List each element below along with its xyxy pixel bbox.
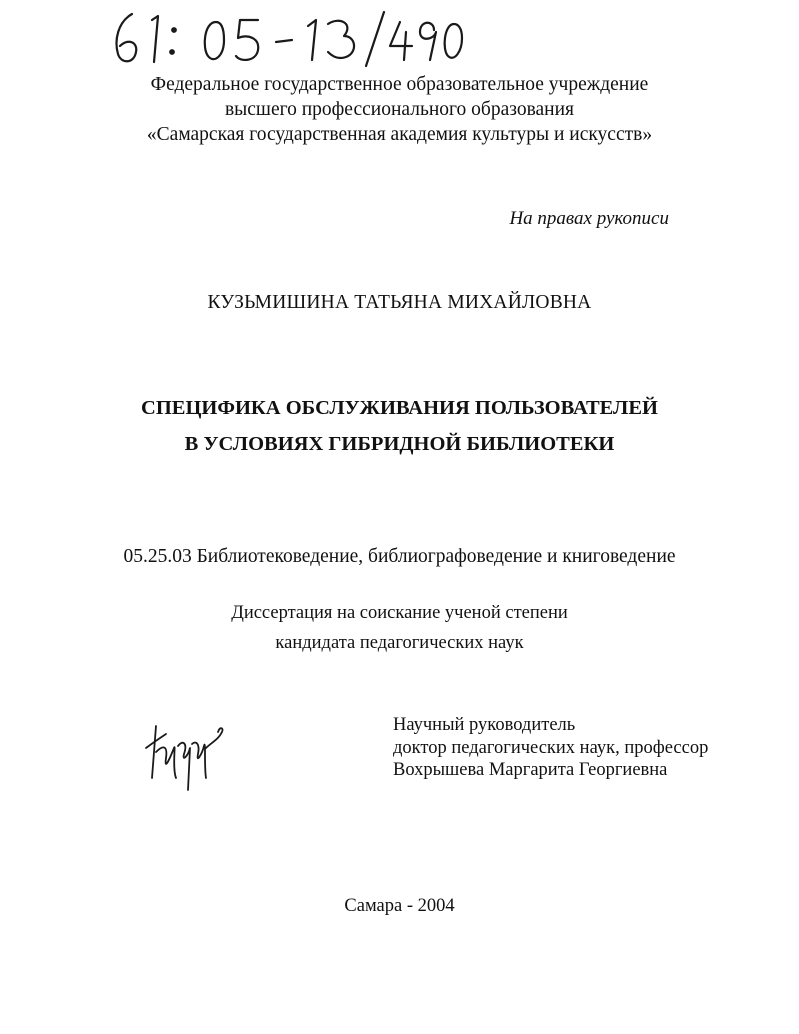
degree-line-1: Диссертация на соискание ученой степени xyxy=(231,603,568,623)
title-line-1: СПЕЦИФИКА ОБСЛУЖИВАНИЯ ПОЛЬЗОВАТЕЛЕЙ xyxy=(141,397,658,419)
supervisor-credentials: доктор педагогических наук, профессор xyxy=(393,737,709,758)
supervisor-name: Вохрышева Маргарита Георгиевна xyxy=(393,760,668,780)
supervisor-block xyxy=(393,714,708,782)
supervisor-label: Научный руководитель xyxy=(393,715,576,735)
institution-line-2: высшего профессионального образования xyxy=(224,99,575,120)
specialty-code: 05.25.03 Библиотековедение, библиографоведение и книговедение xyxy=(123,546,676,567)
degree-line-2: кандидата педагогических наук xyxy=(275,633,524,653)
title-line-2: В УСЛОВИЯХ ГИБРИДНОЙ БИБЛИОТЕКИ xyxy=(184,433,615,455)
archive-code-handwritten xyxy=(108,8,468,68)
institution-line-3: «Самарская государственная академия культуры и искусств» xyxy=(146,124,653,145)
signature xyxy=(142,718,232,798)
degree-statement xyxy=(0,598,799,658)
author-name: КУЗЬМИШИНА ТАТЬЯНА МИХАЙЛОВНА xyxy=(207,292,592,313)
rights-note: На правах рукописи xyxy=(509,208,669,229)
dissertation-title xyxy=(0,390,799,462)
institution-line-1: Федеральное государственное образовательное учреждение xyxy=(150,74,649,95)
institution-block xyxy=(0,72,799,147)
city-year: Самара - 2004 xyxy=(344,896,455,916)
